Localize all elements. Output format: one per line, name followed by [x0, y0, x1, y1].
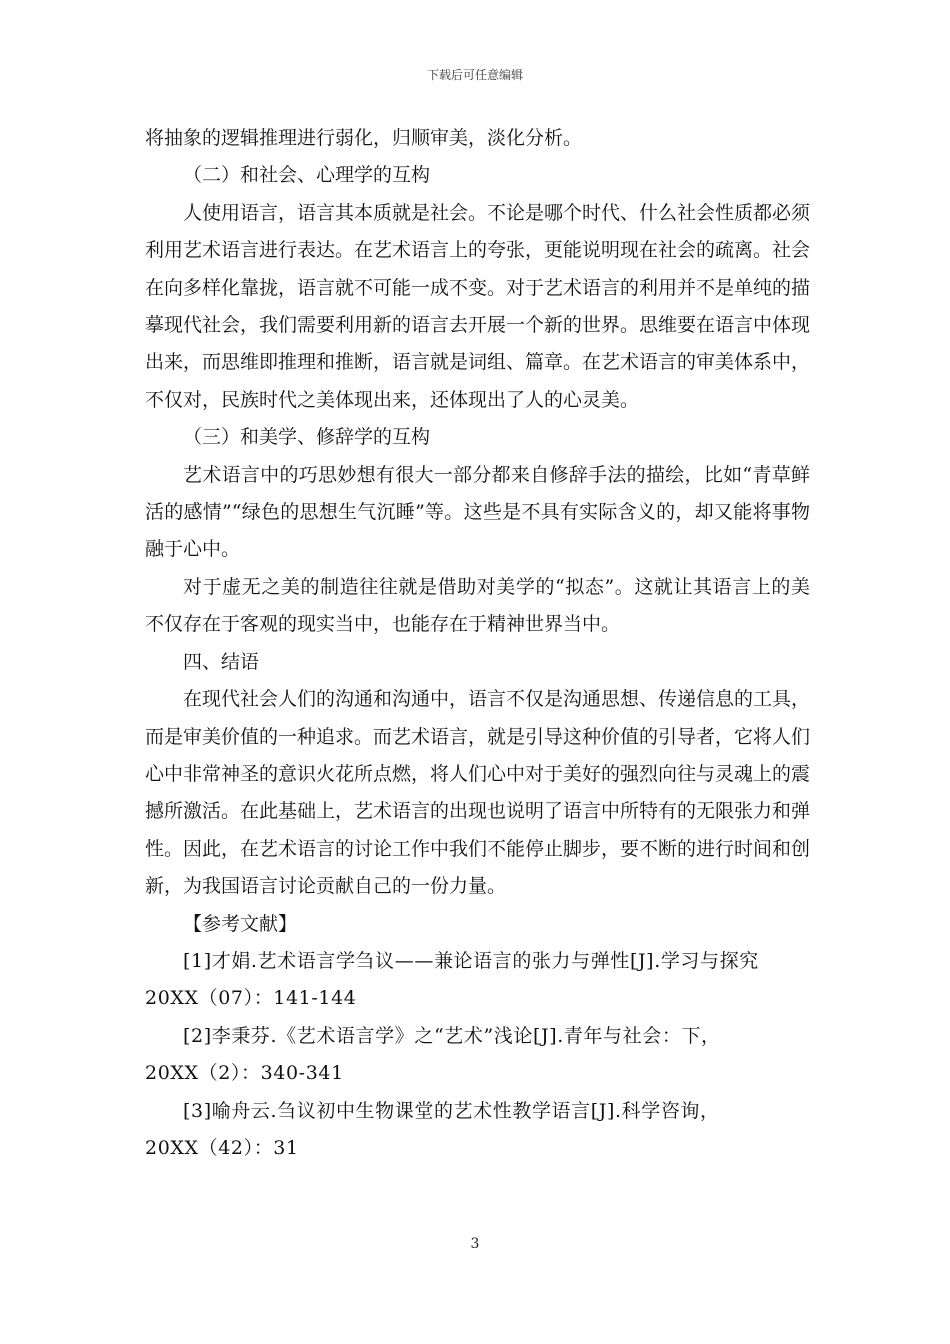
section-heading: （三）和美学、修辞学的互构: [183, 426, 431, 449]
reference-item: [145, 1018, 810, 1093]
reference-text: [3]喻舟云.刍议初中生物课堂的艺术性教学语言[J].科学咨询，: [183, 1099, 720, 1122]
reference-source: 20XX（07）：141-144: [145, 987, 357, 1010]
paragraph: 在现代社会人们的沟通和沟通中，语言不仅是沟通思想、传递信息的工具，而是审美价值的一种追求。而艺术语言，就是引导这种价值的引导者，它将人们心中非常神圣的意识火花所点燃，将人们心中对于美好的强烈向往与灵魂上的震撼所激活。在此基础上，艺术语言的出现也说明了语言中所特有的无限张力和弹性。因此，在艺术语言的讨论工作中我们不能停止脚步，要不断的进行时间和创新，为我国语言讨论贡献自己的一份力量。: [145, 688, 811, 898]
page-number: 3: [470, 1236, 480, 1252]
paragraph: 艺术语言中的巧思妙想有很大一部分都来自修辞手法的描绘，比如“青草鲜活的感情”“绿色的思想生气沉睡”等。这些是不具有实际含义的，却又能将事物融于心中。: [145, 463, 810, 561]
paragraph: 对于虚无之美的制造往往就是借助对美学的“拟态”。这就让其语言上的美不仅存在于客观的现实当中，也能存在于精神世界当中。: [145, 575, 810, 636]
paragraph: 人使用语言，语言其本质就是社会。不论是哪个时代、什么社会性质都必须利用艺术语言进行表达。在艺术语言上的夸张，更能说明现在社会的疏离。社会在向多样化靠拢，语言就不可能一成不变。对于艺术语言的利用并不是单纯的描摹现代社会，我们需要利用新的语言去开展一个新的世界。思维要在语言中体现出来，而思维即推理和推断，语言就是词组、篇章。在艺术语言的审美体系中，不仅对，民族时代之美体现出来，还体现出了人的心灵美。: [145, 201, 811, 411]
paragraph: 将抽象的逻辑推理进行弱化，归顺审美，淡化分析。: [145, 127, 583, 149]
references-heading: 【参考文献】: [183, 912, 298, 935]
reference-item: [145, 943, 810, 1018]
reference-item: [145, 1093, 810, 1168]
reference-text: [1]才娟.艺术语言学刍议——兼论语言的张力与弹性[J].学习与探究: [183, 949, 759, 972]
page-header: 下载后可任意编辑: [426, 68, 523, 82]
reference-source: 20XX（42）：31: [145, 1136, 299, 1159]
reference-text: [2]李秉芬.《艺术语言学》之“艺术”浅论[J].青年与社会：下，: [183, 1024, 721, 1047]
document-body: [145, 120, 810, 1167]
section-heading: 四、结语: [183, 650, 260, 673]
reference-source: 20XX（2）：340-341: [145, 1062, 344, 1085]
section-heading: （二）和社会、心理学的互构: [183, 164, 431, 187]
